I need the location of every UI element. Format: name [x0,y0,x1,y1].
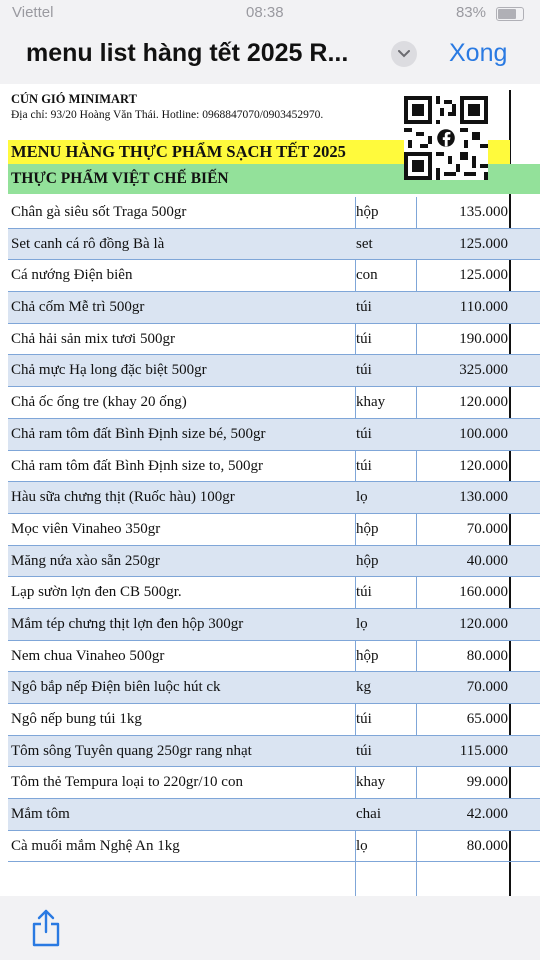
item-unit: túi [356,299,372,316]
item-price: 120.000 [459,615,508,632]
item-name: Chả mực Hạ long đặc biệt 500gr [11,362,207,379]
item-price: 115.000 [459,742,508,759]
item-name: Chả cốm Mễ trì 500gr [11,299,145,316]
document-title: menu list hàng tết 2025 R... [26,39,349,67]
item-unit: hộp [356,204,379,220]
status-time: 08:38 [246,4,284,21]
menu-title: MENU HÀNG THỰC PHẨM SẠCH TẾT 2025 [11,142,346,161]
battery-percent: 83% [455,4,486,21]
item-unit: kg [356,679,371,696]
chevron-down-icon [398,50,410,58]
item-name: Nem chua Vinaheo 500gr [11,647,165,664]
item-name: Chả ram tôm đất Bình Định size to, 500gr [11,457,264,474]
table-row [8,451,540,483]
item-price: 80.000 [466,647,508,664]
table-row [8,482,540,514]
item-unit: túi [356,362,372,379]
item-unit: khay [356,394,386,411]
item-unit: set [356,235,373,252]
item-table [8,197,540,862]
table-row [8,514,540,546]
item-unit: lọ [356,837,368,854]
item-price: 70.000 [466,679,508,696]
table-row [8,419,540,451]
table-row [8,229,540,261]
item-name: Tôm thẻ Tempura loại to 220gr/10 con [11,774,243,791]
status-bar [0,0,540,28]
item-name: Chả ốc ống tre (khay 20 ống) [11,394,187,411]
shop-name: CÚN GIÓ MINIMART [11,92,137,106]
share-icon [30,908,62,948]
item-price: 120.000 [459,394,508,411]
item-unit: khay [356,774,386,791]
item-name: Mọc viên Vinaheo 350gr [11,520,161,537]
item-unit: túi [356,425,372,442]
item-name: Lạp sườn lợn đen CB 500gr. [11,584,182,601]
table-row [8,767,540,799]
item-price: 130.000 [459,489,508,506]
item-name: Mắm tép chưng thịt lợn đen hộp 300gr [11,615,244,632]
title-menu-button[interactable] [391,41,417,67]
table-row [8,546,540,578]
table-row [8,292,540,324]
item-price: 99.000 [466,774,508,791]
spreadsheet-view[interactable] [0,84,540,896]
item-name: Set canh cá rô đồng Bà là [11,235,165,252]
item-price: 325.000 [459,362,508,379]
item-unit: túi [356,330,372,347]
table-row [8,324,540,356]
section-title: THỰC PHẨM VIỆT CHẾ BIẾN [11,170,229,187]
item-unit: hộp [356,552,379,569]
item-name: Chân gà siêu sốt Traga 500gr [11,204,187,220]
item-unit: túi [356,584,372,601]
item-name: Ngô bắp nếp Điện biên luộc hút ck [11,679,221,696]
item-unit: lọ [356,489,368,506]
item-price: 65.000 [466,711,508,727]
table-row [8,672,540,704]
item-unit: túi [356,742,372,759]
viewer-header [0,28,540,84]
item-unit: chai [356,806,381,823]
item-unit: túi [356,457,372,474]
item-name: Mắm tôm [11,806,70,823]
table-row [8,609,540,641]
item-name: Cá nướng Điện biên [11,267,133,284]
table-row [8,355,540,387]
item-price: 70.000 [466,520,508,537]
table-row [8,197,540,229]
item-name: Cà muối mắm Nghệ An 1kg [11,837,180,854]
item-name: Chả hải sản mix tươi 500gr [11,330,175,347]
share-button[interactable] [30,908,62,948]
item-price: 125.000 [459,235,508,252]
item-price: 42.000 [466,806,508,823]
table-row [8,641,540,673]
item-price: 40.000 [466,552,508,569]
shop-address: Địa chỉ: 93/20 Hoàng Văn Thái. Hotline: 0968847070/0903452970. [11,109,324,121]
item-price: 120.000 [459,457,508,474]
carrier-label: Viettel [12,4,54,21]
item-price: 100.000 [459,425,508,442]
item-unit: hộp [356,520,379,537]
item-unit: lọ [356,615,368,632]
item-unit: hộp [356,647,379,664]
table-row [8,260,540,292]
qr-code-icon [404,96,488,180]
item-name: Chả ram tôm đất Bình Định size bé, 500gr [11,425,266,442]
item-name: Măng nứa xào sẵn 250gr [11,552,160,569]
table-row [8,704,540,736]
table-row [8,736,540,768]
item-price: 135.000 [459,204,508,220]
item-price: 110.000 [459,299,508,316]
battery-icon [496,7,524,21]
item-name: Ngô nếp bung túi 1kg [11,711,142,727]
table-row [8,831,540,863]
table-row [8,577,540,609]
item-unit: con [356,267,378,284]
bottom-toolbar [0,896,540,960]
table-row [8,799,540,831]
item-name: Tôm sông Tuyên quang 250gr rang nhạt [11,742,252,759]
item-unit: túi [356,711,372,727]
item-price: 190.000 [459,330,508,347]
table-row [8,387,540,419]
item-price: 125.000 [459,267,508,284]
item-price: 160.000 [459,584,508,601]
item-name: Hàu sữa chưng thịt (Ruốc hàu) 100gr [11,489,235,506]
done-button[interactable]: Xong [449,39,508,67]
item-price: 80.000 [466,837,508,854]
